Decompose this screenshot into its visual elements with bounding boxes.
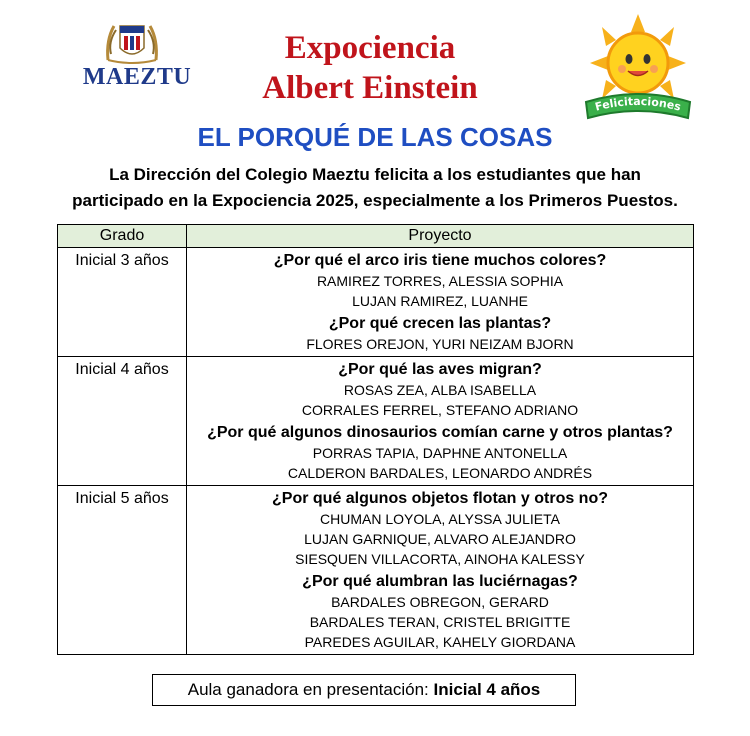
student-name: CHUMAN LOYOLA, ALYSSA JULIETA — [320, 511, 560, 527]
project-cell — [187, 357, 694, 486]
header-project: Proyecto — [187, 225, 694, 248]
event-title-line2: Albert Einstein — [262, 70, 478, 106]
table-row — [58, 248, 694, 357]
project-question: ¿Por qué algunos dinosaurios comían carne y otros plantas? — [207, 424, 673, 441]
student-name: PORRAS TAPIA, DAPHNE ANTONELLA — [312, 445, 568, 461]
intro-text — [40, 162, 710, 214]
intro-line1: La Dirección del Colegio Maeztu felicita a los estudiantes que han — [109, 165, 641, 184]
school-logo — [72, 20, 202, 95]
project-question: ¿Por qué algunos objetos flotan y otros no? — [272, 490, 608, 507]
event-title-line1: Expociencia — [284, 30, 456, 66]
table-row — [58, 357, 694, 486]
student-name: CALDERON BARDALES, LEONARDO ANDRÉS — [287, 465, 593, 481]
grade-cell: Inicial 4 años — [58, 357, 187, 486]
intro-line2: participado en la Expociencia 2025, especialmente a los Primeros Puestos. — [72, 191, 678, 210]
winner-label: Aula ganadora en presentación: — [187, 680, 434, 699]
results-table — [57, 224, 694, 655]
school-crest-icon — [104, 20, 160, 64]
event-subtitle: EL PORQUÉ DE LAS COSAS — [197, 122, 553, 152]
project-cell — [187, 486, 694, 655]
project-question: ¿Por qué las aves migran? — [338, 361, 542, 378]
student-name: CORRALES FERREL, STEFANO ADRIANO — [301, 402, 579, 418]
student-name: ROSAS ZEA, ALBA ISABELLA — [343, 382, 537, 398]
grade-cell: Inicial 3 años — [58, 248, 187, 357]
table-row — [58, 486, 694, 655]
student-name: BARDALES OBREGON, GERARD — [331, 594, 549, 610]
project-question: ¿Por qué alumbran las luciérnagas? — [302, 573, 578, 590]
winner-value: Inicial 4 años — [433, 680, 541, 699]
student-name: BARDALES TERAN, CRISTEL BRIGITTE — [309, 614, 571, 630]
sun-felicitaciones-icon — [578, 14, 698, 124]
student-name: PAREDES AGUILAR, KAHELY GIORDANA — [304, 634, 576, 650]
header-grade: Grado — [58, 225, 187, 248]
winner-box — [152, 674, 576, 706]
student-name: LUJAN GARNIQUE, ALVARO ALEJANDRO — [304, 531, 576, 547]
badge-text: Felicitaciones — [593, 94, 683, 114]
student-name: RAMIREZ TORRES, ALESSIA SOPHIA — [316, 273, 564, 289]
project-question: ¿Por qué crecen las plantas? — [328, 315, 552, 332]
table-header-row — [58, 225, 694, 248]
student-name: SIESQUEN VILLACORTA, AINOHA KALESSY — [295, 551, 585, 567]
student-name: LUJAN RAMIREZ, LUANHE — [352, 293, 528, 309]
project-cell — [187, 248, 694, 357]
event-title — [210, 28, 530, 108]
student-name: FLORES OREJON, YURI NEIZAM BJORN — [306, 336, 574, 352]
grade-cell: Inicial 5 años — [58, 486, 187, 655]
school-logo-text: MAEZTU — [82, 64, 192, 90]
project-question: ¿Por qué el arco iris tiene muchos colores? — [273, 252, 607, 269]
